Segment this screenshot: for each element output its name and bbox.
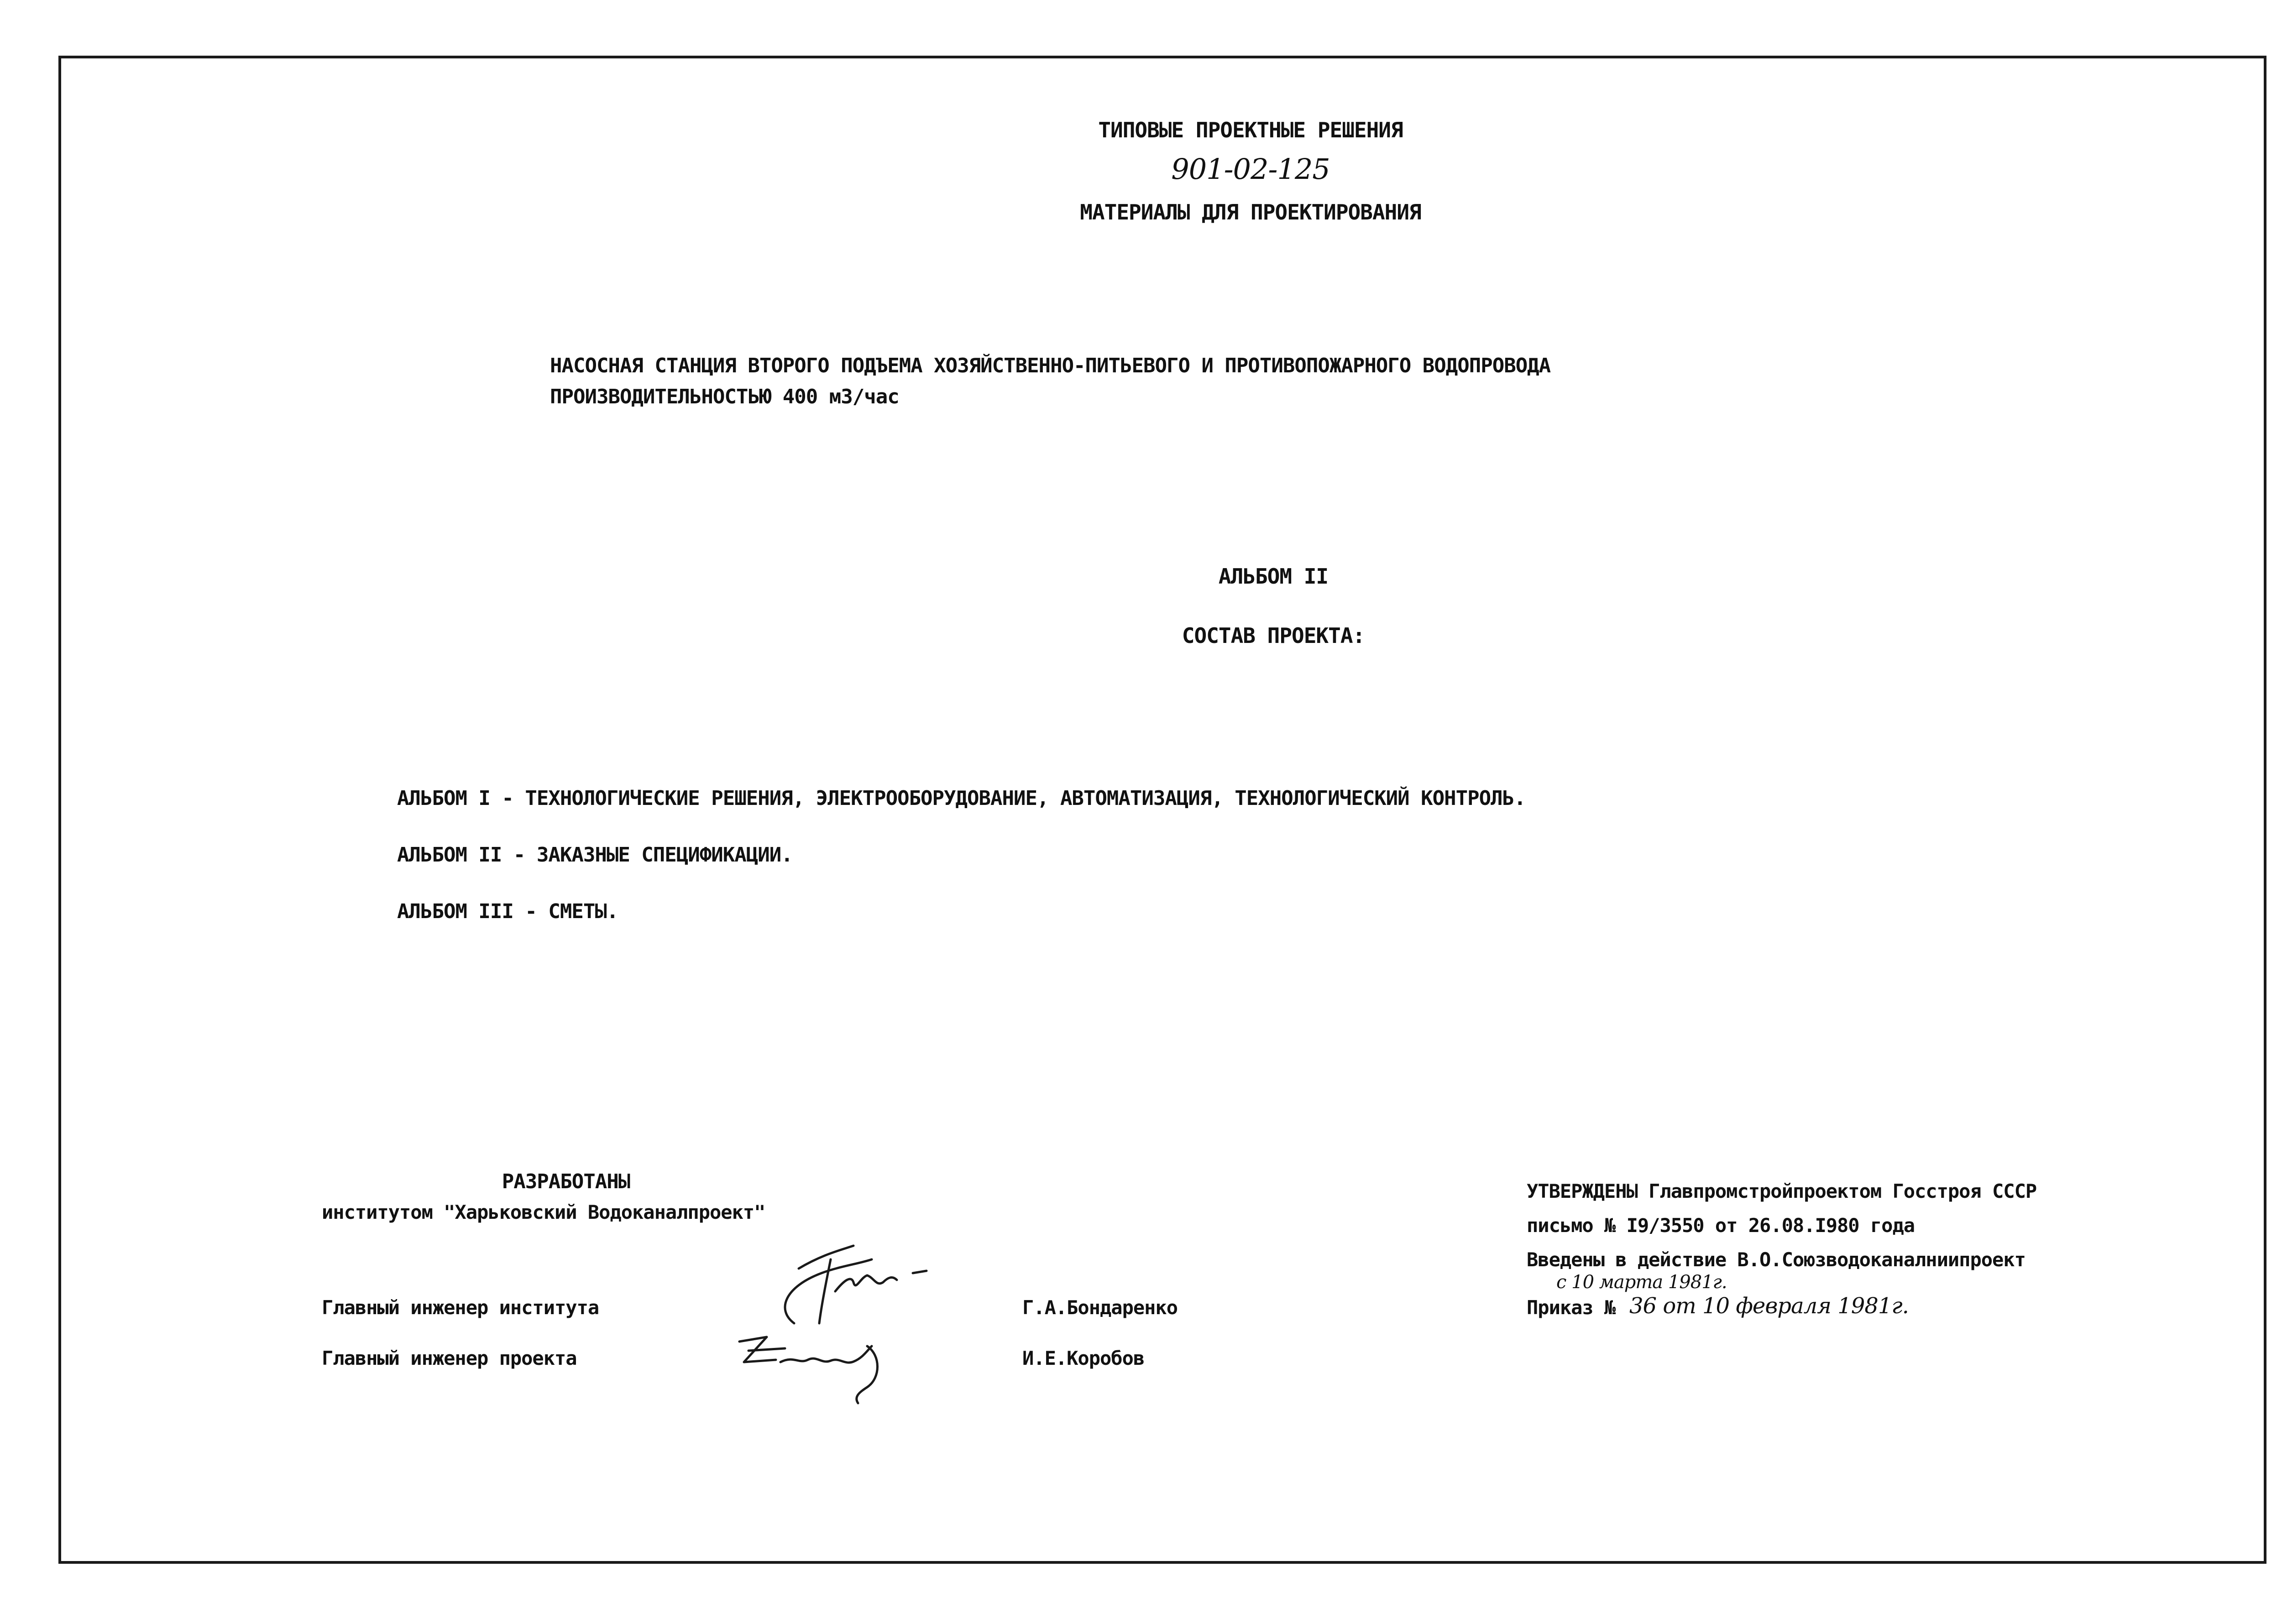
order-prefix: Приказ № <box>1527 1296 1616 1319</box>
contents-item-1: АЛЬБОМ I - ТЕХНОЛОГИЧЕСКИЕ РЕШЕНИЯ, ЭЛЕКТРООБОРУДОВАНИЕ, АВТОМАТИЗАЦИЯ, ТЕХНОЛОГИЧЕСКИЙ КОНТРОЛЬ. <box>397 787 1526 810</box>
contents-item-2: АЛЬБОМ II - ЗАКАЗНЫЕ СПЕЦИФИКАЦИИ. <box>397 843 793 867</box>
developed-heading: РАЗРАБОТАНЫ <box>502 1170 630 1193</box>
chief-engineer-institute-name: Г.А.Бондаренко <box>1022 1296 1178 1319</box>
project-code: 901-02-125 <box>1171 152 1330 186</box>
header-materials: МАТЕРИАЛЫ ДЛЯ ПРОЕКТИРОВАНИЯ <box>1080 200 1421 225</box>
signature-institute-engineer <box>767 1232 940 1332</box>
document-title-line2: ПРОИЗВОДИТЕЛЬНОСТЬЮ 400 м3/час <box>550 385 899 408</box>
approved-line2: письмо № I9/3550 от 26.08.I980 года <box>1527 1214 1915 1237</box>
handwritten-effective-date: с 10 марта 1981г. <box>1556 1272 1727 1293</box>
composition-heading: СОСТАВ ПРОЕКТА: <box>1182 623 1365 648</box>
handwritten-order-number: 36 от 10 февраля 1981г. <box>1629 1293 1909 1319</box>
chief-engineer-project-role: Главный инженер проекта <box>322 1347 577 1369</box>
chief-engineer-institute-role: Главный инженер института <box>322 1296 599 1319</box>
contents-item-3: АЛЬБОМ III - СМЕТЫ. <box>397 900 618 923</box>
approved-line1: УТВЕРЖДЕНЫ Главпромстройпроектом Госстроя СССР <box>1527 1180 2037 1202</box>
signature-project-engineer <box>730 1323 904 1415</box>
developed-by: институтом "Харьковский Водоканалпроект" <box>322 1201 765 1223</box>
approved-line3: Введены в действие В.О.Союзводоканалниипроект <box>1527 1248 2026 1271</box>
header-type: ТИПОВЫЕ ПРОЕКТНЫЕ РЕШЕНИЯ <box>1098 118 1403 142</box>
document-title-line1: НАСОСНАЯ СТАНЦИЯ ВТОРОГО ПОДЪЕМА ХОЗЯЙСТВЕННО-ПИТЬЕВОГО И ПРОТИВОПОЖАРНОГО ВОДОПРОВОДА <box>550 354 1551 377</box>
chief-engineer-project-name: И.Е.Коробов <box>1022 1347 1145 1369</box>
album-label: АЛЬБОМ II <box>1218 564 1329 589</box>
